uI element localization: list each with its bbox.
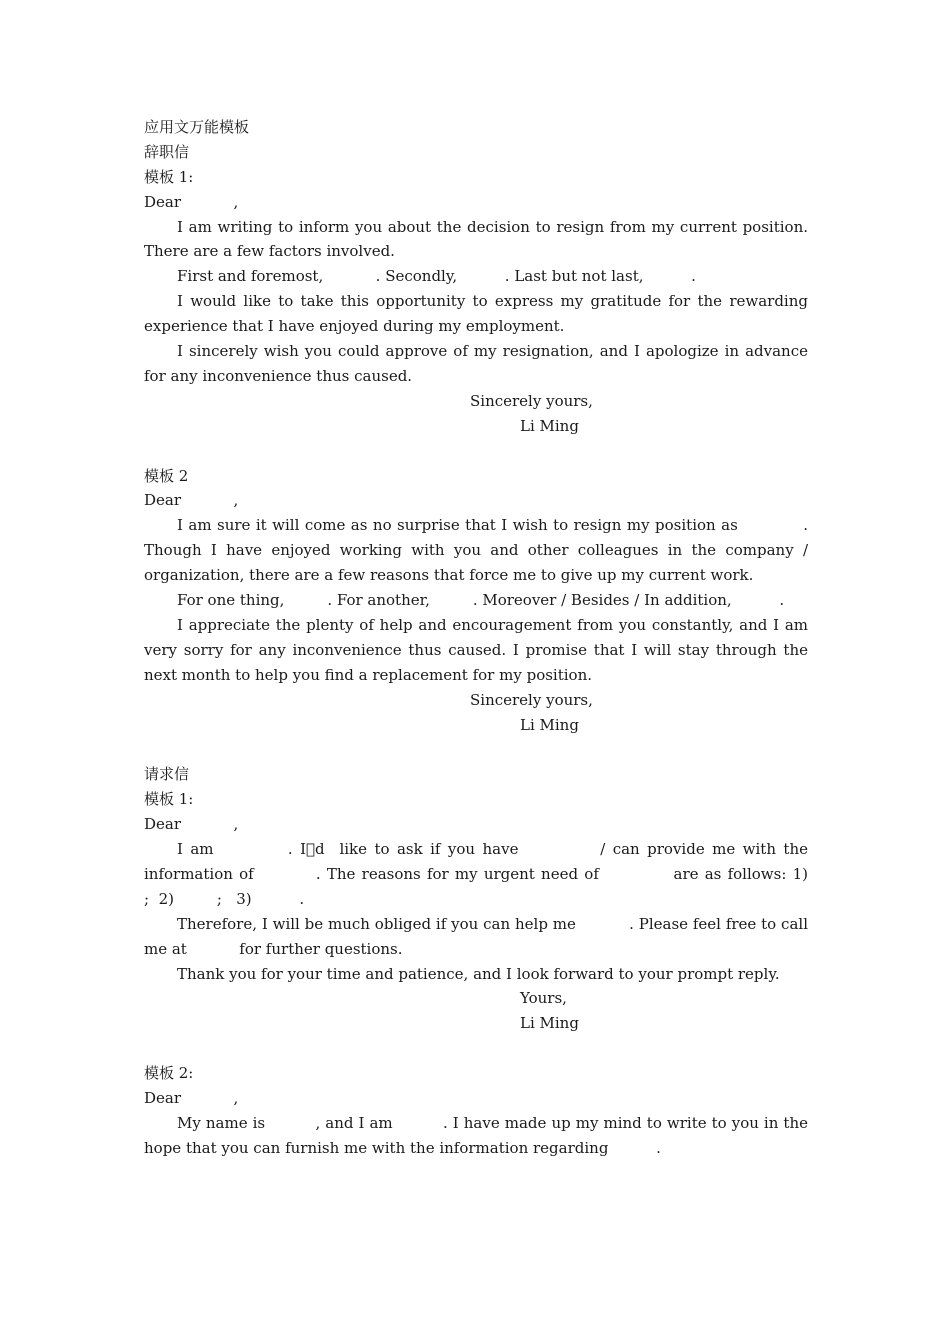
paragraph: First and foremost, . Secondly, . Last but not last, . bbox=[177, 267, 696, 286]
paragraph: I am . I d like to ask if you have / can provide me with the information of . The reasons for my urgent need of are as follows: 1) ; 2) ; 3) . bbox=[144, 840, 851, 908]
signature-name: Li Ming bbox=[520, 715, 579, 734]
paragraph: My name is , and I am . I have made up my mind to write to you in the hope that you can furnish me with the information regarding . bbox=[144, 1113, 813, 1157]
closing: Sincerely yours, bbox=[470, 391, 593, 410]
signature-name: Li Ming bbox=[520, 1014, 579, 1033]
request-template-1-label: 模板 1: bbox=[144, 790, 194, 809]
salutation: Dear , bbox=[144, 491, 239, 510]
closing: Sincerely yours, bbox=[470, 690, 593, 709]
salutation: Dear , bbox=[144, 192, 239, 211]
resignation-template-2-label: 模板 2 bbox=[144, 466, 189, 485]
doc-title: 应用文万能模板 bbox=[144, 118, 250, 136]
salutation: Dear , bbox=[144, 1089, 239, 1108]
paragraph: Therefore, I will be much obliged if you can help me . Please feel free to call me at for further questions. bbox=[144, 914, 813, 958]
spacer bbox=[144, 737, 808, 762]
paragraph: I would like to take this opportunity to express my gratitude for the rewarding experience that I have enjoyed during my employment. bbox=[144, 292, 808, 336]
paragraph: For one thing, . For another, . Moreover / Besides / In addition, . bbox=[177, 591, 785, 610]
request-heading: 请求信 bbox=[144, 765, 190, 784]
resignation-template-1-label: 模板 1: bbox=[144, 167, 194, 186]
paragraph: I am writing to inform you about the decision to resign from my current position. There are a few factors involved. bbox=[144, 217, 808, 261]
paragraph: I am sure it will come as no surprise that I wish to resign my position as . Though I have enjoyed working with you and other colleagues in the company / organization, there are a few reasons that force me to give up my current work. bbox=[144, 516, 813, 585]
closing: Yours, bbox=[520, 989, 567, 1008]
paragraph: I sincerely wish you could approve of my resignation, and I apologize in advance for any inconvenience thus caused. bbox=[144, 342, 808, 385]
paragraph: Thank you for your time and patience, and I look forward to your prompt reply. bbox=[177, 964, 780, 983]
signature-name: Li Ming bbox=[520, 416, 579, 435]
paragraph: I appreciate the plenty of help and encouragement from you constantly, and I am very sorry for any inconvenience thus caused. I promise that I will stay through the next month to help you find a replacement for my position. bbox=[144, 615, 808, 684]
document-body bbox=[144, 115, 851, 1161]
salutation: Dear , bbox=[144, 815, 239, 834]
request-template-2-label: 模板 2: bbox=[144, 1064, 194, 1083]
resignation-heading: 辞职信 bbox=[144, 142, 190, 161]
spacer bbox=[144, 439, 808, 464]
spacer bbox=[144, 1036, 808, 1061]
